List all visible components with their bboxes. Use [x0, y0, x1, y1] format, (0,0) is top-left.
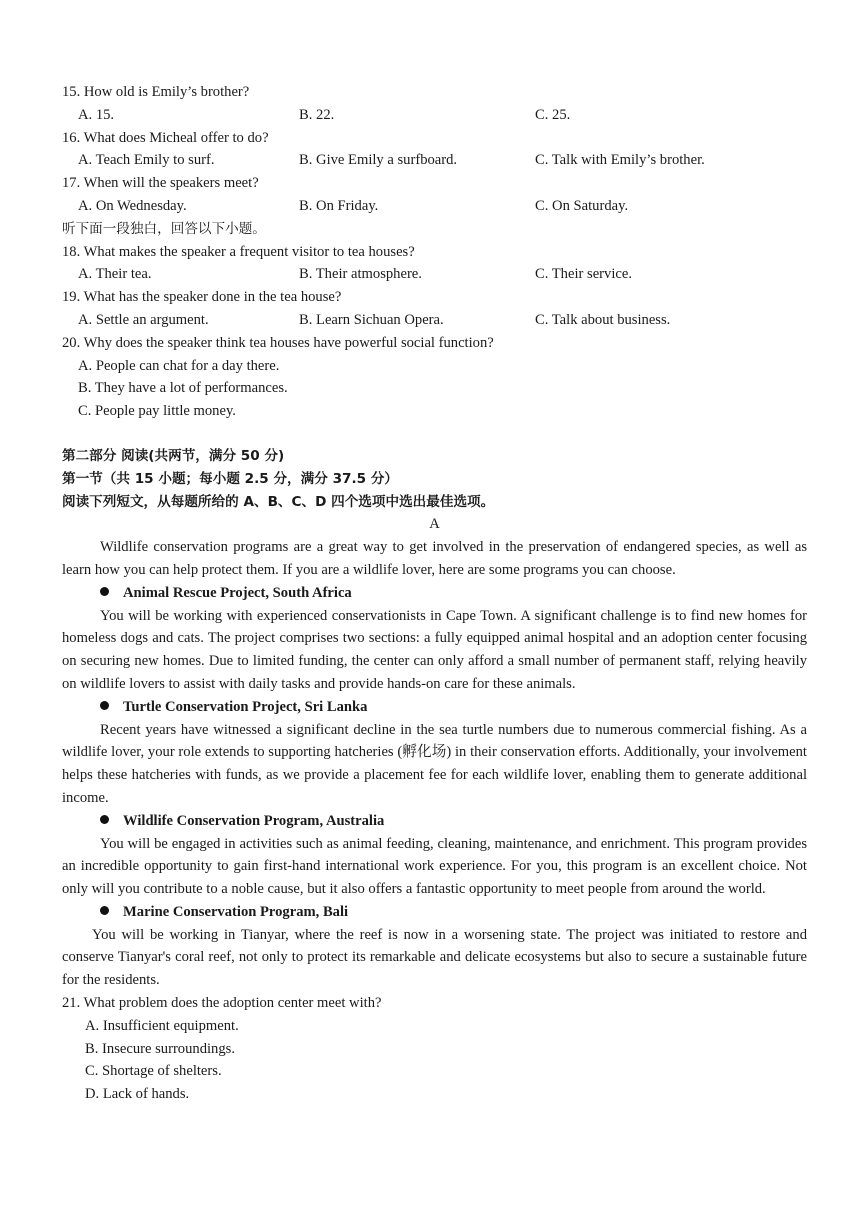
option-c: C. 25.: [535, 106, 571, 123]
program-text: Recent years have witnessed a significant decline in the sea turtle numbers due to numerous commercial fishing. As a wildlife lover, your role extends to supporting hatcheries (孵化场) in their conservation efforts. Additionally, your involvement helps these hatcheries with funds, as we provide a placement fee for each wildlife lover, enabling them to generate additional income.: [62, 721, 807, 806]
option-c: C. On Saturday.: [535, 197, 629, 214]
passage-intro: Wildlife conservation programs are a great way to get involved in the preservation of endangered species, as well as learn how you can help protect them. If you are a wildlife lover, here are some programs you can choose.: [62, 539, 807, 578]
monologue-instruction: 听下面一段独白，回答以下小题。: [62, 220, 266, 237]
bullet-icon: [100, 587, 109, 596]
option-c: C. People pay little money.: [78, 403, 236, 420]
bullet-icon: [100, 701, 109, 710]
program-heading: [62, 810, 807, 833]
exam-page: [62, 81, 807, 1106]
bullet-icon: [100, 815, 109, 824]
option-a: A. Insufficient equipment.: [85, 1017, 239, 1034]
options-16: [62, 149, 807, 172]
option-a: A. People can chat for a day there.: [78, 357, 280, 374]
program-heading: [62, 901, 807, 924]
options-19: [62, 309, 807, 332]
option-a: A. 15.: [78, 106, 115, 123]
option-b: B. Their atmosphere.: [299, 266, 422, 283]
option-d: D. Lack of hands.: [85, 1086, 190, 1103]
options-15: [62, 104, 807, 127]
reading-instruction: 阅读下列短文，从每题所给的 A、B、C、D 四个选项中选出最佳选项。: [62, 493, 495, 510]
option-b: B. Give Emily a surfboard.: [299, 152, 458, 169]
passage-label: A: [429, 516, 440, 533]
option-a: A. Their tea.: [78, 266, 152, 283]
program-heading: [62, 582, 807, 605]
program-text: You will be engaged in activities such as animal feeding, cleaning, maintenance, and enrichment. This program provides an incredible opportunity to gain first-hand international work experience. For you, this program is an excellent choice. Not only will you contribute to a noble cause, but it also offers a fantastic opportunity to meet people from around the world.: [62, 835, 807, 898]
part2-title: 第二部分 阅读(共两节，满分 50 分): [62, 447, 285, 464]
question-16: 16. What does Micheal offer to do?: [62, 129, 269, 146]
option-b: B. Learn Sichuan Opera.: [299, 311, 444, 328]
question-21: 21. What problem does the adoption center meet with?: [62, 995, 382, 1012]
program-title: Marine Conservation Program, Bali: [123, 903, 349, 920]
question-18: 18. What makes the speaker a frequent visitor to tea houses?: [62, 243, 415, 260]
section1-title: 第一节（共 15 小题；每小题 2.5 分，满分 37.5 分）: [62, 470, 399, 487]
question-17: 17. When will the speakers meet?: [62, 175, 259, 192]
option-c: C. Talk about business.: [535, 311, 671, 328]
option-b: B. On Friday.: [299, 197, 379, 214]
option-b: B. 22.: [299, 106, 335, 123]
option-c: C. Shortage of shelters.: [85, 1063, 222, 1080]
options-17: [62, 195, 807, 218]
program-heading: [62, 696, 807, 719]
program-title: Turtle Conservation Project, Sri Lanka: [123, 698, 368, 715]
program-text: You will be working with experienced conservationists in Cape Town. A significant challenge is to find new homes for homeless dogs and cats. The project comprises two sections: a fully equipped animal hospital and an adoption center focusing on securing new homes. Due to limited funding, the center can only afford a small number of permanent staff, relying heavily on wildlife lovers to assist with daily tasks and provide hands-on care for these animals.: [62, 607, 807, 692]
question-20: 20. Why does the speaker think tea houses have powerful social function?: [62, 334, 494, 351]
program-title: Wildlife Conservation Program, Australia: [123, 812, 385, 829]
option-a: A. On Wednesday.: [78, 197, 187, 214]
question-15: 15. How old is Emily’s brother?: [62, 84, 250, 100]
option-b: B. They have a lot of performances.: [78, 380, 288, 397]
option-a: A. Teach Emily to surf.: [78, 152, 215, 169]
option-b: B. Insecure surroundings.: [85, 1040, 235, 1057]
question-19: 19. What has the speaker done in the tea house?: [62, 289, 342, 306]
program-text: You will be working in Tianyar, where the reef is now in a worsening state. The project was initiated to restore and conserve Tianyar's coral reef, not only to protect its remarkable and delicate ecosystems but also to secure a sustainable future for the residents.: [62, 926, 807, 989]
bullet-icon: [100, 906, 109, 915]
option-c: C. Their service.: [535, 266, 632, 283]
option-c: C. Talk with Emily’s brother.: [535, 152, 705, 169]
option-a: A. Settle an argument.: [78, 311, 209, 328]
options-18: [62, 263, 807, 286]
program-title: Animal Rescue Project, South Africa: [123, 584, 352, 601]
